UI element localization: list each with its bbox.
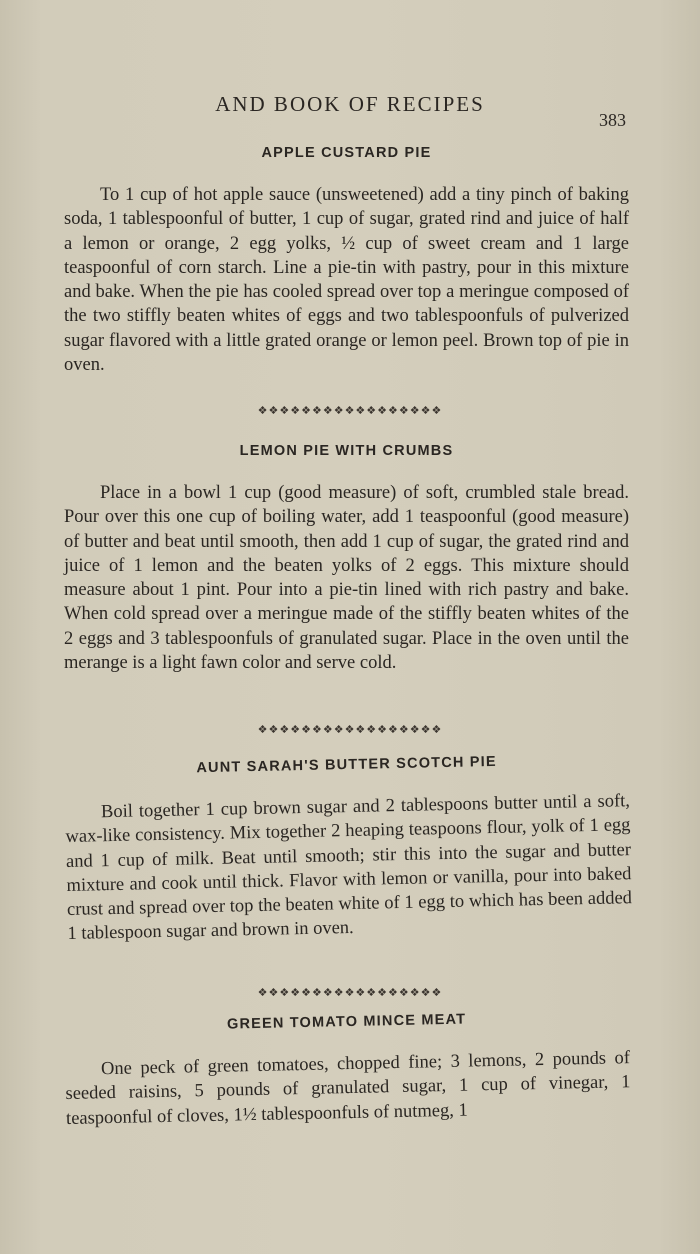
recipe-title: LEMON PIE WITH CRUMBS [239,443,454,459]
recipe-body: Place in a bowl 1 cup (good measure) of soft, crumbled stale bread. Pour over this one cup of boiling water, add 1 teaspoonful (good measure) of butter and beat until smooth, then add 1 cup of sugar, the grated rind and juice of 1 lemon and the beaten yolks of 2 eggs. This mixture should measure about 1 pint. Pour into a pie-tin lined with rich pastry and bake. When cold spread over a meringue made of the stiffly beaten whites of the 2 eggs and 3 tablespoonfuls of granulated sugar. Place in the oven until the merange is a light fawn color and serve cold. [64,483,629,674]
recipe-title: APPLE CUSTARD PIE [261,145,432,161]
running-head: AND BOOK OF RECIPES [215,92,485,116]
recipe-title: AUNT SARAH'S BUTTER SCOTCH PIE [196,753,497,777]
ornament-divider: ❖❖❖❖❖❖❖❖❖❖❖❖❖❖❖❖❖ [257,404,443,417]
ornament-divider: ❖❖❖❖❖❖❖❖❖❖❖❖❖❖❖❖❖ [257,986,443,999]
recipe-body: One peck of green tomatoes, chopped fine; 3 lemons, 2 pounds of seeded raisins, 5 pounds of granulated sugar, 1 cup of vinegar, 1 teaspoonful of cloves, 1½ tablespoonfuls of nutmeg, 1 [65,1048,631,1129]
recipe-lemon-pie-with-crumbs [64,443,629,675]
recipe-apple-custard-pie [64,145,629,377]
recipe-title: GREEN TOMATO MINCE MEAT [226,1011,467,1033]
page-number: 383 [599,110,626,130]
recipe-green-tomato-mince-meat [64,1008,631,1131]
recipe-aunt-sarahs-butter-scotch-pie [64,751,633,947]
recipe-body: Boil together 1 cup brown sugar and 2 tablespoons butter until a soft, wax-like consistency. Mix together 2 heaping teaspoons flour, yolk of 1 egg and 1 cup of milk. Beat until smooth; stir this into the sugar and butter mixture and cook until thick. Flavor with lemon or vanilla, pour into baked crust and spread over top the beaten white of 1 egg to which has been added 1 tablespoon sugar and brown in oven. [65,791,633,945]
recipe-body: To 1 cup of hot apple sauce (unsweetened) add a tiny pinch of baking soda, 1 tablespoonful of butter, 1 cup of sugar, grated rind and juice of half a lemon or orange, 2 egg yolks, ½ cup of sweet cream and 1 large teaspoonful of corn starch. Line a pie-tin with pastry, pour in this mixture and bake. When the pie has cooled spread over top a meringue composed of the two stiffly beaten whites of eggs and two tablespoonfuls of pulverized sugar flavored with a little grated orange or lemon peel. Brown top of pie in oven. [64,185,629,376]
ornament-divider: ❖❖❖❖❖❖❖❖❖❖❖❖❖❖❖❖❖ [257,723,443,736]
